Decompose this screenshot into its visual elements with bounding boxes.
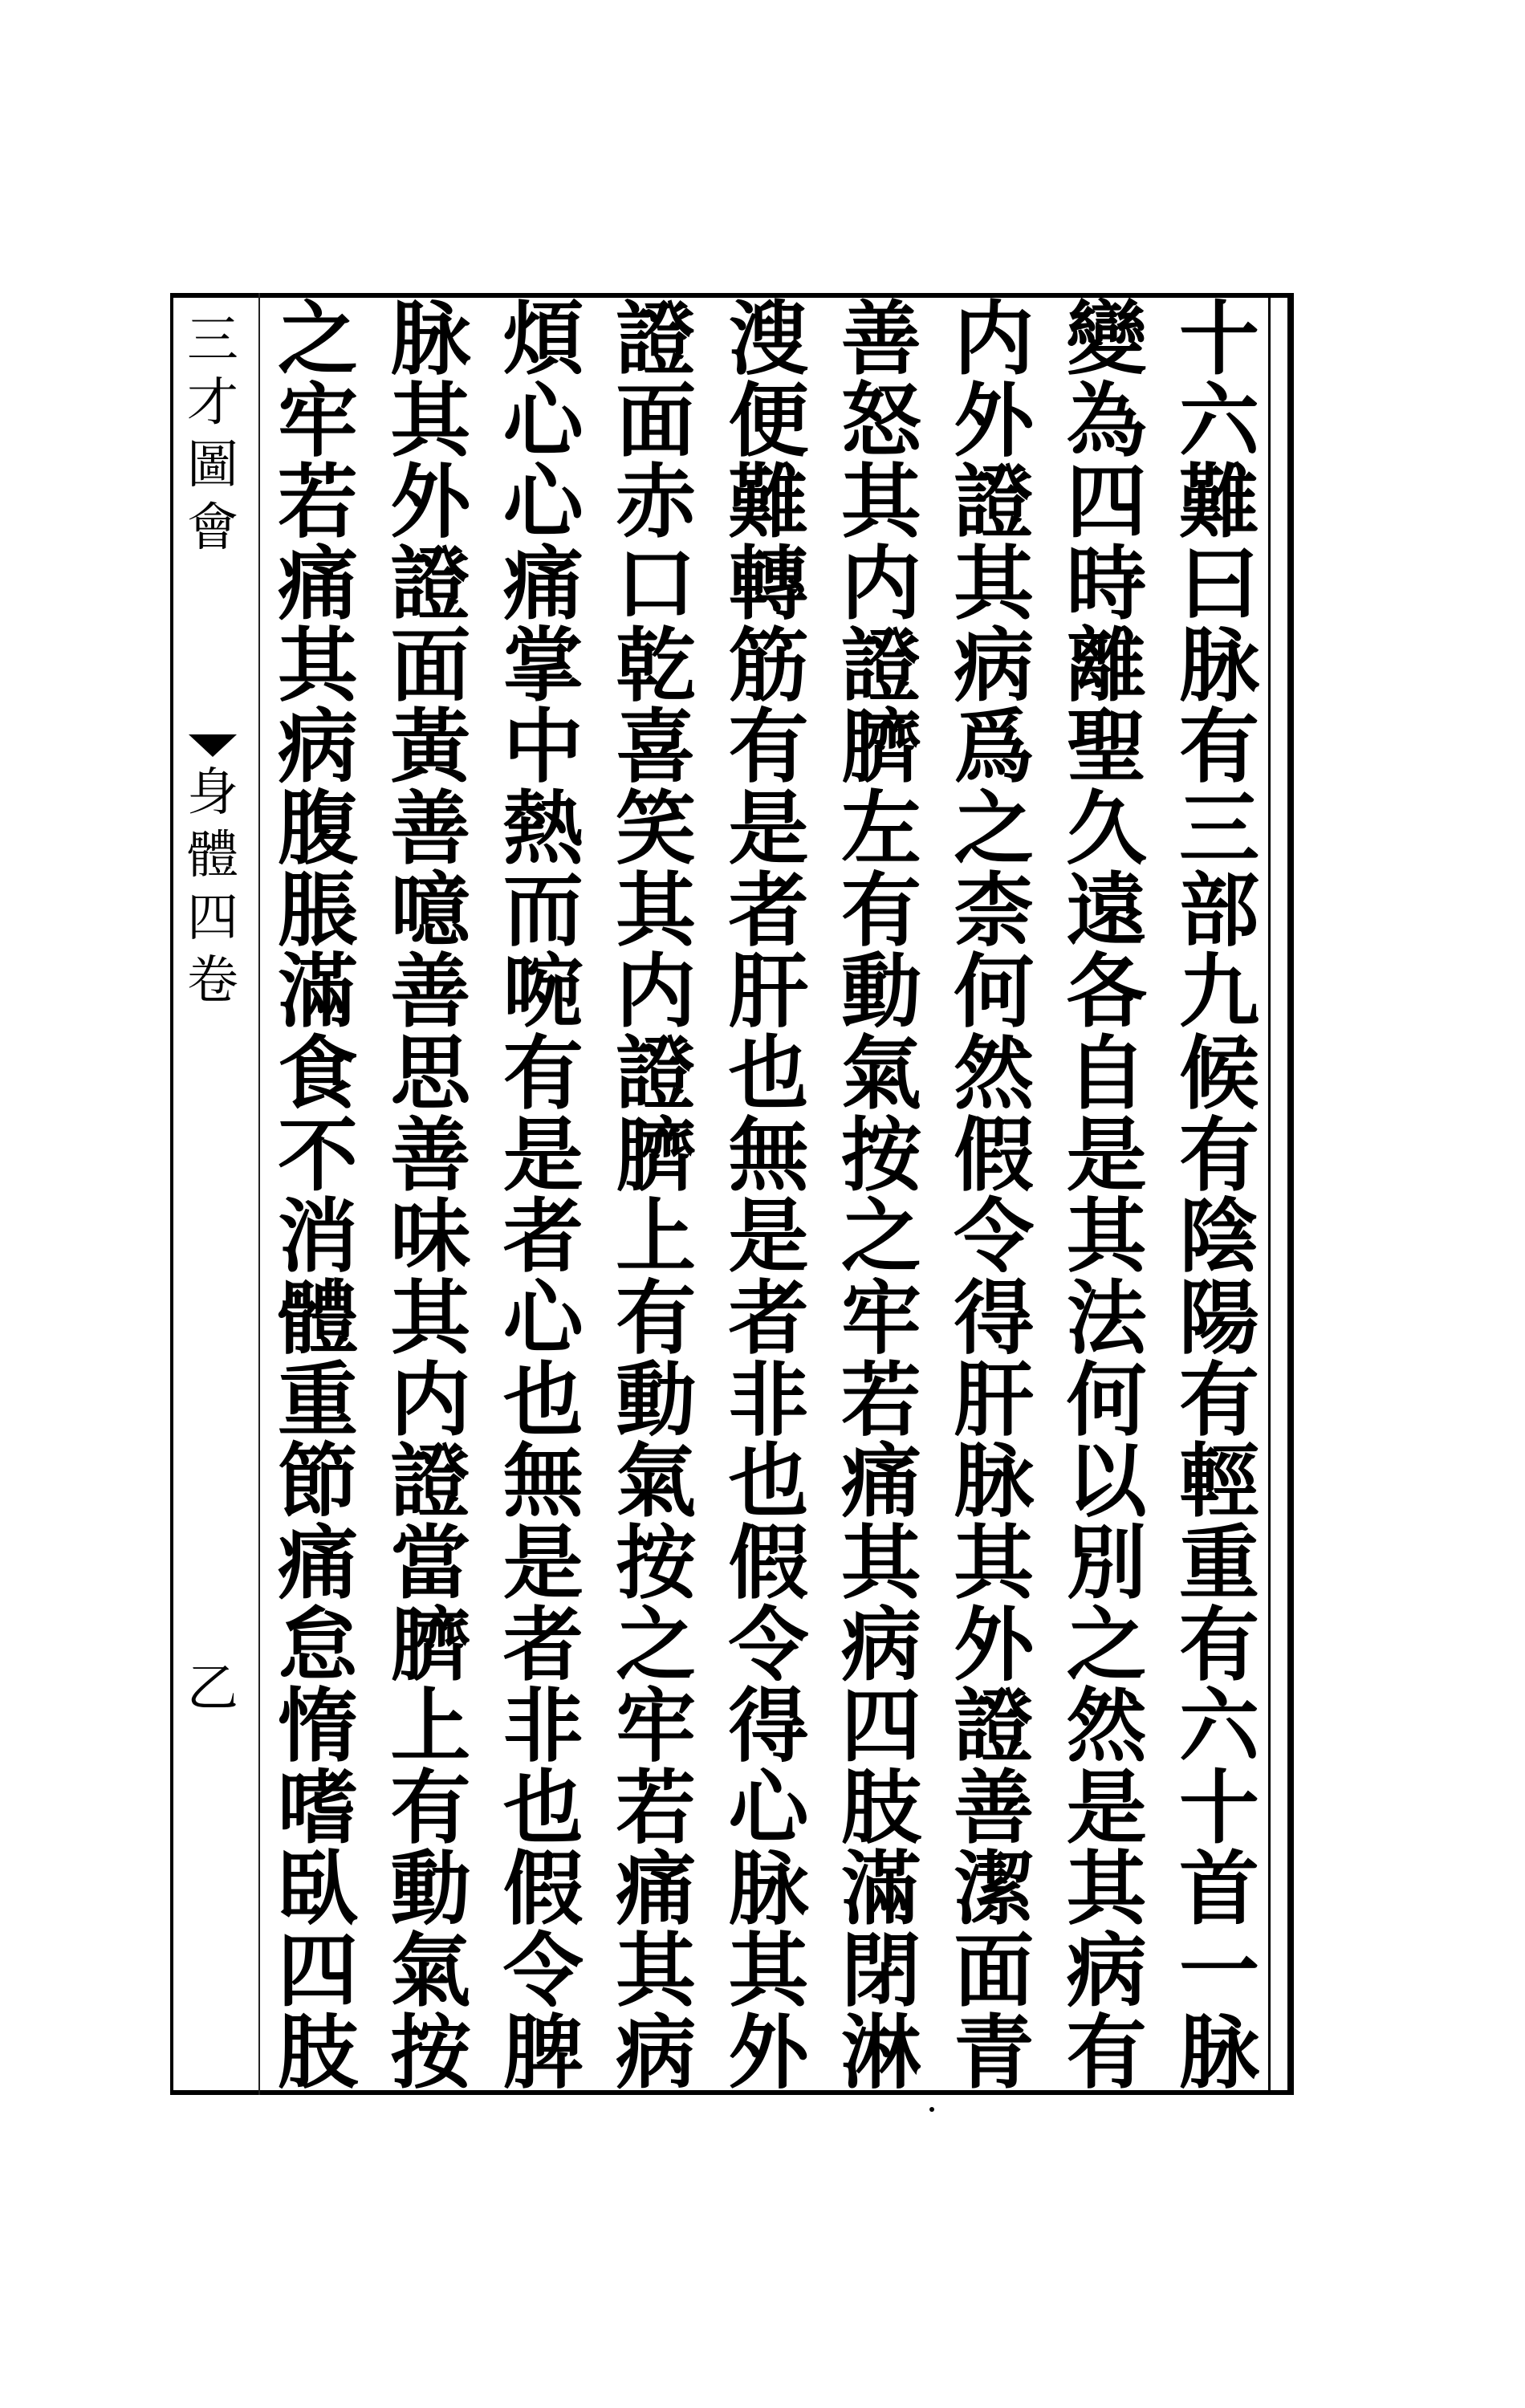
margin-character: 四: [187, 889, 238, 948]
column-character: 動: [390, 1841, 471, 1937]
column-character: 不: [278, 1107, 358, 1202]
column-character: 證: [616, 1025, 697, 1121]
book-title: [173, 309, 253, 559]
column-character: 心: [502, 1270, 584, 1365]
column-character: 證: [390, 1434, 471, 1529]
column-character: 氣: [840, 1025, 921, 1121]
column-character: 部: [1179, 862, 1259, 958]
column-character: 内: [954, 291, 1035, 386]
column-character: 其: [1066, 1189, 1147, 1284]
column-character: 之: [840, 1189, 921, 1284]
column-character: 久: [1066, 780, 1147, 876]
column-character: 有: [502, 1025, 584, 1121]
column-character: 乾: [616, 617, 697, 713]
column-character: 面: [390, 617, 471, 713]
column-character: 氣: [616, 1434, 697, 1529]
column-character: 其: [390, 372, 471, 468]
column-character: 上: [616, 1189, 697, 1284]
column-character: 善: [390, 1107, 471, 1202]
column-character: 怠: [278, 1597, 358, 1692]
column-character: 痛: [616, 1841, 697, 1937]
column-character: 者: [728, 862, 809, 958]
column-character: 其: [278, 617, 358, 713]
column-character: 也: [502, 1352, 584, 1447]
column-character: 脹: [278, 862, 358, 958]
column-character: 嗜: [278, 1759, 358, 1855]
column-character: 善: [390, 780, 471, 876]
text-column-4: [836, 291, 926, 2100]
column-character: 腹: [278, 780, 358, 876]
column-character: 痛: [502, 535, 584, 631]
column-character: 上: [390, 1678, 471, 1774]
column-character: 自: [1066, 1025, 1147, 1121]
column-character: 其: [840, 454, 921, 550]
column-character: 三: [1179, 780, 1259, 876]
column-character: 一: [1179, 1923, 1259, 2019]
column-character: 假: [502, 1841, 584, 1937]
fish-tail-mark-icon: [189, 734, 237, 757]
column-character: 難: [728, 454, 809, 550]
column-character: 黃: [390, 699, 471, 795]
column-character: 左: [840, 780, 921, 876]
column-character: 肢: [278, 2004, 358, 2100]
column-character: 為: [1066, 372, 1147, 468]
column-character: 痛: [278, 535, 358, 631]
column-character: 脉: [954, 1434, 1035, 1529]
column-character: 閉: [840, 1923, 921, 2019]
column-character: 脉: [390, 291, 471, 386]
column-character: 陽: [1179, 1270, 1259, 1365]
column-character: 病: [278, 699, 358, 795]
column-character: 其: [954, 535, 1035, 631]
column-character: 是: [728, 780, 809, 876]
column-character: 非: [728, 1352, 809, 1447]
column-character: 之: [616, 1597, 697, 1692]
column-character: 證: [616, 291, 697, 386]
column-character: 有: [1066, 2004, 1147, 2100]
column-character: 臍: [840, 699, 921, 795]
column-character: 滿: [840, 1841, 921, 1937]
column-character: 心: [502, 372, 584, 468]
column-character: 者: [502, 1597, 584, 1692]
column-character: 心: [502, 454, 584, 550]
column-character: 啘: [502, 944, 584, 1039]
margin-character: 卷: [187, 951, 238, 1011]
column-character: 體: [278, 1270, 358, 1365]
column-character: 法: [1066, 1270, 1147, 1365]
column-character: 也: [728, 1025, 809, 1121]
column-character: 臍: [616, 1107, 697, 1202]
column-character: 溲: [728, 291, 809, 386]
column-character: 喜: [616, 699, 697, 795]
column-character: 笑: [616, 780, 697, 876]
column-character: 非: [502, 1678, 584, 1774]
column-character: 味: [390, 1189, 471, 1284]
column-character: 有: [1179, 1107, 1259, 1202]
column-character: 脉: [1179, 2004, 1259, 2100]
margin-character: 圖: [187, 436, 238, 495]
column-character: 内: [840, 535, 921, 631]
column-character: 煩: [502, 291, 584, 386]
column-character: 痛: [840, 1434, 921, 1529]
column-character: 便: [728, 372, 809, 468]
column-character: 是: [502, 1107, 584, 1202]
column-character: 惰: [278, 1678, 358, 1774]
column-character: 内: [616, 944, 697, 1039]
column-character: 肝: [728, 944, 809, 1039]
column-character: 假: [728, 1515, 809, 1610]
column-character: 首: [1179, 1841, 1259, 1937]
column-character: 善: [954, 1759, 1035, 1855]
leaf-number: [173, 1658, 253, 1720]
margin-character: 體: [187, 826, 238, 885]
column-character: 有: [1179, 1352, 1259, 1447]
column-character: 善: [840, 291, 921, 386]
column-character: 心: [728, 1759, 809, 1855]
column-character: 按: [616, 1515, 697, 1610]
column-character: 氣: [390, 1923, 471, 2019]
margin-character: 身: [187, 763, 238, 823]
column-character: 是: [1066, 1107, 1147, 1202]
column-character: 得: [728, 1678, 809, 1774]
column-character: 若: [616, 1759, 697, 1855]
margin-character: 三: [187, 311, 238, 370]
block-heart-margin: [173, 309, 253, 2083]
column-character: 何: [1066, 1352, 1147, 1447]
column-character: 也: [502, 1759, 584, 1855]
column-character: 臍: [390, 1597, 471, 1692]
column-character: 是: [728, 1189, 809, 1284]
column-character: 陰: [1179, 1189, 1259, 1284]
column-character: 證: [954, 454, 1035, 550]
column-character: 有: [728, 699, 809, 795]
column-character: 其: [840, 1515, 921, 1610]
text-column-5: [724, 291, 814, 2100]
column-character: 四: [840, 1678, 921, 1774]
column-character: 十: [1179, 1759, 1259, 1855]
column-character: 時: [1066, 535, 1147, 631]
column-character: 内: [390, 1352, 471, 1447]
column-character: 然: [1066, 1678, 1147, 1774]
column-character: 脾: [502, 2004, 584, 2100]
column-character: 然: [954, 1025, 1035, 1121]
column-character: 也: [728, 1434, 809, 1529]
column-character: 證: [390, 535, 471, 631]
column-character: 牢: [840, 1270, 921, 1365]
column-character: 熱: [502, 780, 584, 876]
column-character: 脉: [728, 1841, 809, 1937]
column-character: 善: [390, 944, 471, 1039]
column-character: 若: [278, 454, 358, 550]
column-character: 重: [1179, 1515, 1259, 1610]
column-character: 令: [728, 1597, 809, 1692]
column-character: 當: [390, 1515, 471, 1610]
column-character: 變: [1066, 291, 1147, 386]
column-character: 口: [616, 535, 697, 631]
column-character: 怒: [840, 372, 921, 468]
column-character: 牢: [278, 372, 358, 468]
column-character: 之: [1066, 1597, 1147, 1692]
margin-separator-rule: [258, 293, 260, 2095]
column-character: 消: [278, 1189, 358, 1284]
margin-character: 才: [187, 373, 238, 433]
column-character: 令: [502, 1923, 584, 2019]
ink-speck: [929, 2107, 934, 2112]
column-character: 柰: [954, 862, 1035, 958]
column-character: 轉: [728, 535, 809, 631]
text-column-2: [1062, 291, 1152, 2100]
text-column-8: [385, 291, 475, 2100]
column-character: 噫: [390, 862, 471, 958]
section-label: [173, 734, 253, 1012]
column-character: 若: [840, 1352, 921, 1447]
margin-character: 會: [187, 498, 238, 558]
text-column-9: [273, 291, 363, 2100]
column-character: 病: [1066, 1923, 1147, 2019]
column-character: 六: [1179, 1678, 1259, 1774]
column-character: 潔: [954, 1841, 1035, 1937]
column-character: 青: [954, 2004, 1035, 2100]
column-character: 痛: [278, 1515, 358, 1610]
column-character: 九: [1179, 944, 1259, 1039]
column-character: 離: [1066, 617, 1147, 713]
column-character: 動: [840, 944, 921, 1039]
column-character: 外: [728, 2004, 809, 2100]
column-character: 有: [1179, 699, 1259, 795]
text-column-3: [949, 291, 1039, 2100]
column-character: 十: [1179, 291, 1259, 386]
column-character: 證: [840, 617, 921, 713]
column-character: 牢: [616, 1678, 697, 1774]
column-character: 其: [1066, 1841, 1147, 1937]
column-character: 面: [954, 1923, 1035, 2019]
column-character: 節: [278, 1434, 358, 1529]
column-character: 思: [390, 1025, 471, 1121]
column-character: 無: [502, 1434, 584, 1529]
column-character: 有: [390, 1759, 471, 1855]
column-character: 病: [840, 1597, 921, 1692]
column-character: 遠: [1066, 862, 1147, 958]
column-character: 四: [1066, 454, 1147, 550]
right-inner-rule: [1268, 293, 1271, 2095]
column-character: 曰: [1179, 535, 1259, 631]
column-character: 按: [840, 1107, 921, 1202]
column-character: 候: [1179, 1025, 1259, 1121]
column-character: 無: [728, 1107, 809, 1202]
column-character: 者: [502, 1189, 584, 1284]
column-character: 淋: [840, 2004, 921, 2100]
column-character: 食: [278, 1025, 358, 1121]
column-character: 假: [954, 1107, 1035, 1202]
column-character: 四: [278, 1923, 358, 2019]
column-character: 按: [390, 2004, 471, 2100]
column-character: 其: [390, 1270, 471, 1365]
column-character: 是: [1066, 1759, 1147, 1855]
column-character: 脉: [1179, 617, 1259, 713]
column-character: 有: [616, 1270, 697, 1365]
column-character: 得: [954, 1270, 1035, 1365]
column-character: 六: [1179, 372, 1259, 468]
column-character: 證: [954, 1678, 1035, 1774]
column-character: 令: [954, 1189, 1035, 1284]
column-character: 其: [954, 1515, 1035, 1610]
column-character: 以: [1066, 1434, 1147, 1529]
column-character: 外: [954, 1597, 1035, 1692]
column-character: 面: [616, 372, 697, 468]
text-column-1: [1174, 291, 1264, 2100]
column-character: 筋: [728, 617, 809, 713]
column-character: 爲: [954, 699, 1035, 795]
column-character: 重: [278, 1352, 358, 1447]
text-columns: [273, 291, 1264, 2100]
column-character: 有: [1179, 1597, 1259, 1692]
column-character: 臥: [278, 1841, 358, 1937]
column-character: 病: [616, 2004, 697, 2100]
column-character: 何: [954, 944, 1035, 1039]
column-character: 之: [954, 780, 1035, 876]
column-character: 外: [390, 454, 471, 550]
text-column-7: [498, 291, 588, 2100]
section-label-text: [187, 762, 238, 1012]
column-character: 其: [728, 1923, 809, 2019]
column-character: 其: [616, 862, 697, 958]
column-character: 之: [278, 291, 358, 386]
column-character: 肢: [840, 1759, 921, 1855]
margin-character: 乙: [187, 1659, 238, 1719]
column-character: 而: [502, 862, 584, 958]
column-character: 聖: [1066, 699, 1147, 795]
column-character: 別: [1066, 1515, 1147, 1610]
column-character: 其: [616, 1923, 697, 2019]
column-character: 掌: [502, 617, 584, 713]
column-character: 輕: [1179, 1434, 1259, 1529]
column-character: 難: [1179, 454, 1259, 550]
column-character: 是: [502, 1515, 584, 1610]
column-character: 有: [840, 862, 921, 958]
column-character: 滿: [278, 944, 358, 1039]
column-character: 中: [502, 699, 584, 795]
column-character: 各: [1066, 944, 1147, 1039]
column-character: 動: [616, 1352, 697, 1447]
column-character: 者: [728, 1270, 809, 1365]
column-character: 外: [954, 372, 1035, 468]
column-character: 肝: [954, 1352, 1035, 1447]
column-character: 赤: [616, 454, 697, 550]
column-character: 病: [954, 617, 1035, 713]
text-column-6: [611, 291, 701, 2100]
